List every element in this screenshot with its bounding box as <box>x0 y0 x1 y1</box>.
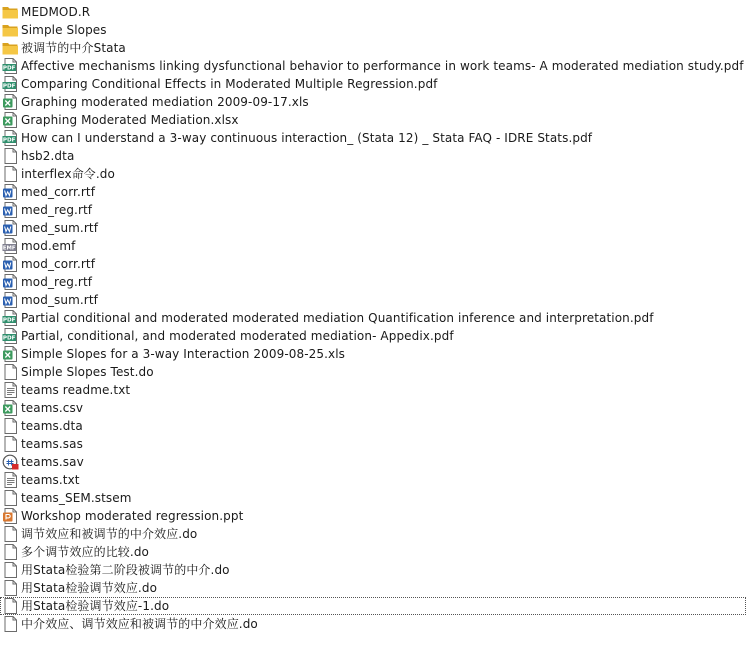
file-item[interactable] <box>0 75 746 93</box>
file-item[interactable] <box>0 93 746 111</box>
pdf-icon <box>2 328 19 344</box>
spreadsheet-icon <box>2 400 19 416</box>
folder-icon <box>2 4 19 20</box>
blank-file-icon <box>2 418 19 434</box>
spss-data-icon <box>2 454 19 470</box>
file-item[interactable] <box>0 309 746 327</box>
file-item[interactable] <box>0 345 746 363</box>
file-name: mod.emf <box>21 239 76 253</box>
word-doc-icon <box>2 292 19 308</box>
svg-text:PDF: PDF <box>2 317 16 324</box>
file-name: hsb2.dta <box>21 149 75 163</box>
file-name: interflex命令.do <box>21 167 115 181</box>
file-item[interactable] <box>0 615 746 633</box>
file-item[interactable] <box>0 111 746 129</box>
folder-icon <box>2 22 19 38</box>
file-item[interactable] <box>0 237 746 255</box>
file-name: 被调节的中介Stata <box>21 41 126 55</box>
svg-text:PDF: PDF <box>2 83 16 90</box>
file-name: teams.sav <box>21 455 84 469</box>
file-item[interactable] <box>0 471 746 489</box>
word-doc-icon <box>2 202 19 218</box>
file-item[interactable] <box>0 129 746 147</box>
blank-file-icon <box>2 598 19 614</box>
pdf-icon <box>2 58 19 74</box>
file-name: mod_corr.rtf <box>21 257 96 271</box>
folder-icon <box>2 40 19 56</box>
file-item[interactable] <box>0 453 746 471</box>
file-name: Workshop moderated regression.ppt <box>21 509 244 523</box>
blank-file-icon <box>2 562 19 578</box>
file-item[interactable] <box>0 327 746 345</box>
file-item[interactable] <box>0 435 746 453</box>
svg-text:PDF: PDF <box>2 65 16 72</box>
file-item[interactable] <box>0 381 746 399</box>
file-item[interactable] <box>0 291 746 309</box>
file-name: mod_reg.rtf <box>21 275 93 289</box>
blank-file-icon <box>2 364 19 380</box>
file-item[interactable] <box>0 57 746 75</box>
text-file-icon <box>2 382 19 398</box>
file-item[interactable] <box>0 417 746 435</box>
file-name: teams.csv <box>21 401 84 415</box>
file-item[interactable] <box>0 165 746 183</box>
file-item[interactable] <box>0 3 746 21</box>
svg-text:EMF: EMF <box>2 245 16 252</box>
file-item[interactable] <box>0 525 746 543</box>
blank-file-icon <box>2 616 19 632</box>
spreadsheet-icon <box>2 112 19 128</box>
file-name: med_reg.rtf <box>21 203 93 217</box>
file-name: Simple Slopes for a 3-way Interaction 2009-08-25.xls <box>21 347 346 361</box>
svg-text:PDF: PDF <box>2 335 16 342</box>
file-name: 调节效应和被调节的中介效应.do <box>21 527 198 541</box>
file-name: med_sum.rtf <box>21 221 99 235</box>
word-doc-icon <box>2 184 19 200</box>
text-file-icon <box>2 472 19 488</box>
file-name: 中介效应、调节效应和被调节的中介效应.do <box>21 617 258 631</box>
file-item[interactable] <box>0 363 746 381</box>
file-item[interactable] <box>0 255 746 273</box>
file-item[interactable] <box>0 597 746 615</box>
file-name: 用Stata检验第二阶段被调节的中介.do <box>21 563 230 577</box>
file-item[interactable] <box>0 543 746 561</box>
file-name: med_corr.rtf <box>21 185 96 199</box>
file-name: 用Stata检验调节效应.do <box>21 581 158 595</box>
file-item[interactable] <box>0 273 746 291</box>
file-name: Simple Slopes Test.do <box>21 365 154 379</box>
file-item[interactable] <box>0 201 746 219</box>
file-list <box>0 3 746 633</box>
emf-image-icon <box>2 238 19 254</box>
blank-file-icon <box>2 436 19 452</box>
file-name: Graphing moderated mediation 2009-09-17.xls <box>21 95 309 109</box>
blank-file-icon <box>2 526 19 542</box>
file-name: How can I understand a 3-way continuous interaction_ (Stata 12) _ Stata FAQ - IDRE Stats.pdf <box>21 131 593 145</box>
file-name: Partial conditional and moderated moderated mediation Quantification inference and interpretation.pdf <box>21 311 654 325</box>
file-name: mod_sum.rtf <box>21 293 98 307</box>
file-item[interactable] <box>0 507 746 525</box>
file-item[interactable] <box>0 579 746 597</box>
file-item[interactable] <box>0 399 746 417</box>
file-item[interactable] <box>0 561 746 579</box>
file-name: teams readme.txt <box>21 383 131 397</box>
word-doc-icon <box>2 256 19 272</box>
svg-text:PDF: PDF <box>2 137 16 144</box>
blank-file-icon <box>2 580 19 596</box>
file-item[interactable] <box>0 489 746 507</box>
pdf-icon <box>2 76 19 92</box>
file-name: teams_SEM.stsem <box>21 491 132 505</box>
file-name: 用Stata检验调节效应-1.do <box>21 599 170 613</box>
file-item[interactable] <box>0 147 746 165</box>
file-name: Simple Slopes <box>21 23 107 37</box>
file-item[interactable] <box>0 39 746 57</box>
file-name: Partial, conditional, and moderated moderated mediation- Appedix.pdf <box>21 329 454 343</box>
file-name: MEDMOD.R <box>21 5 91 19</box>
file-item[interactable] <box>0 219 746 237</box>
word-doc-icon <box>2 220 19 236</box>
file-name: Graphing Moderated Mediation.xlsx <box>21 113 239 127</box>
blank-file-icon <box>2 490 19 506</box>
file-item[interactable] <box>0 183 746 201</box>
file-name: teams.dta <box>21 419 83 433</box>
blank-file-icon <box>2 166 19 182</box>
spreadsheet-icon <box>2 94 19 110</box>
spreadsheet-icon <box>2 346 19 362</box>
file-name: teams.sas <box>21 437 83 451</box>
file-item[interactable] <box>0 21 746 39</box>
pdf-icon <box>2 310 19 326</box>
blank-file-icon <box>2 544 19 560</box>
pdf-icon <box>2 130 19 146</box>
powerpoint-icon <box>2 508 19 524</box>
file-name: 多个调节效应的比较.do <box>21 545 149 559</box>
blank-file-icon <box>2 148 19 164</box>
file-name: Affective mechanisms linking dysfunctional behavior to performance in work teams- A moderated mediation study.pdf <box>21 59 744 73</box>
file-name: Comparing Conditional Effects in Moderated Multiple Regression.pdf <box>21 77 438 91</box>
word-doc-icon <box>2 274 19 290</box>
file-name: teams.txt <box>21 473 80 487</box>
